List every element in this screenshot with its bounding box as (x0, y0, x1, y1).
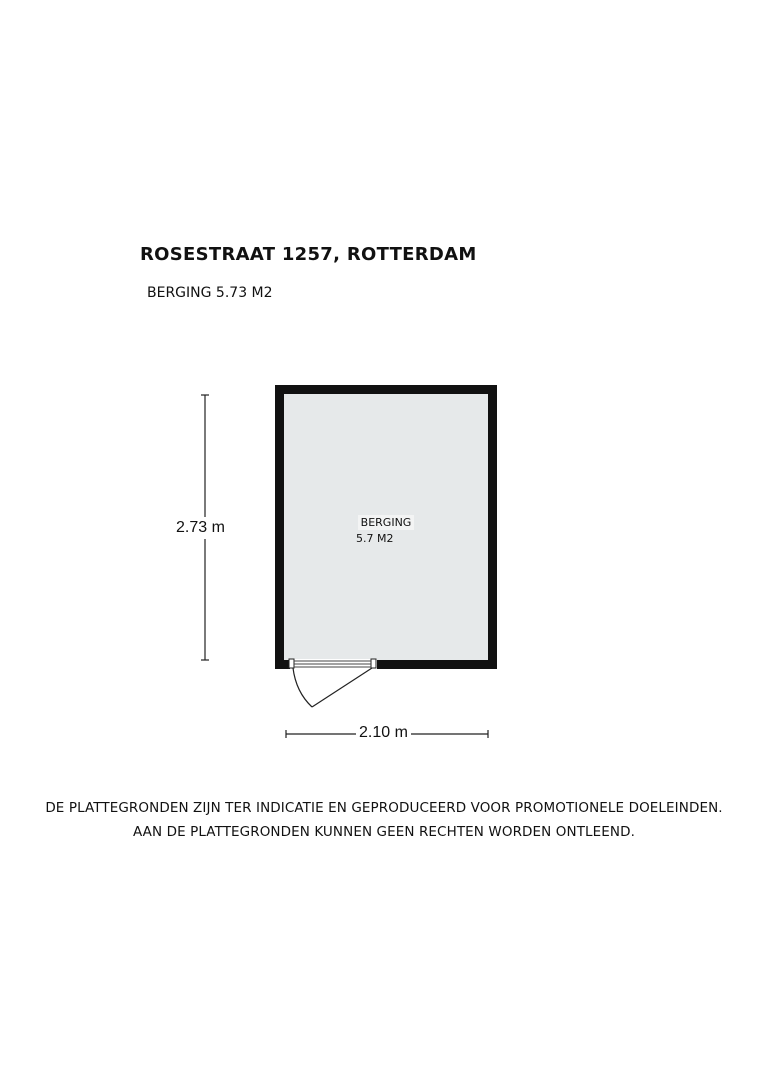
disclaimer-line-2: AAN DE PLATTEGRONDEN KUNNEN GEEN RECHTEN WORDEN ONTLEEND. (132, 824, 636, 840)
storage-area-subtitle: BERGING 5.73 M2 (147, 285, 273, 301)
disclaimer (0, 796, 768, 844)
address-title: ROSESTRAAT 1257, ROTTERDAM (140, 244, 477, 265)
disclaimer-line-1: DE PLATTEGRONDEN ZIJN TER INDICATIE EN GEPRODUCEERD VOOR PROMOTIONELE DOELEINDEN. (45, 800, 723, 816)
height-dimension-label: 2.73 m (174, 517, 227, 539)
room-area: 5.7 M2 (356, 532, 394, 545)
width-dimension-label: 2.10 m (356, 723, 411, 743)
room-label (356, 511, 416, 546)
door (289, 659, 377, 707)
room-name: BERGING (358, 515, 415, 530)
